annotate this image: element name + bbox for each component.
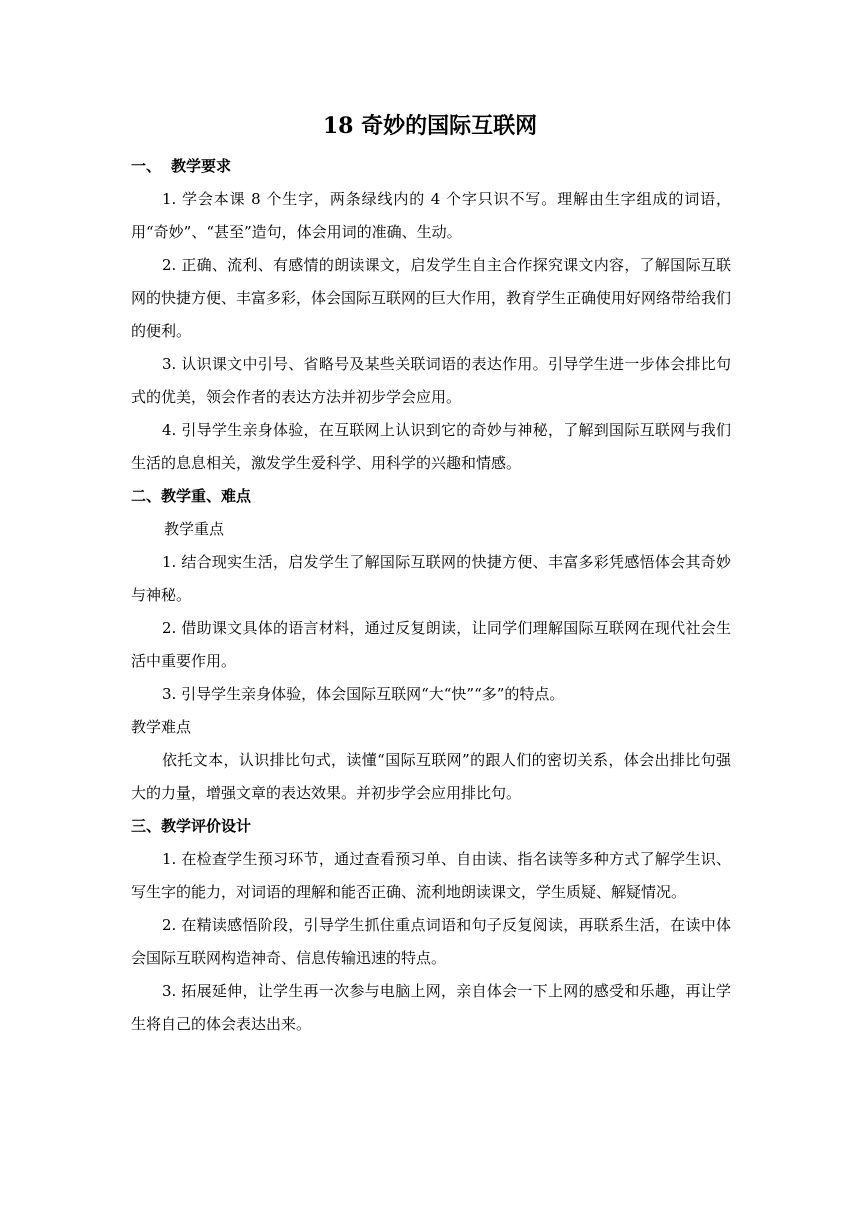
requirement-item-3: 3. 认识课文中引号、省略号及某些关联词语的表达作用。引导学生进一步体会排比句式的优美，领会作者的表达方法并初步学会应用。 — [131, 355, 731, 406]
section-title: 教学要求 — [171, 157, 232, 175]
difficulty-label: 教学难点 — [131, 718, 192, 736]
section-number: 一、 — [131, 157, 162, 175]
key-point-item-3: 3. 引导学生亲身体验，体会国际互联网“大“快”“多”的特点。 — [162, 685, 565, 703]
document-body — [131, 150, 731, 1041]
document-title: 18 奇妙的国际互联网 — [322, 113, 538, 139]
difficulty-text: 依托文本，认识排比句式，读懂“国际互联网”的跟人们的密切关系，体会出排比句强大的力量，增强文章的表达效果。并初步学会应用排比句。 — [131, 751, 731, 802]
key-point-item-2: 2. 借助课文具体的语言材料，通过反复朗读，让同学们理解国际互联网在现代社会生活中重要作用。 — [131, 619, 731, 670]
requirement-item-2: 2. 正确、流利、有感情的朗读课文，启发学生自主合作探究课文内容，了解国际互联网的快捷方便、丰富多彩，体会国际互联网的巨大作用，教育学生正确使用好网络带给我们的便利。 — [131, 256, 732, 340]
requirement-item-1: 1. 学会本课 8 个生字，两条绿线内的 4 个字只识不写。理解由生字组成的词语，用“奇妙”、“甚至”造句，体会用词的准确、生动。 — [131, 190, 731, 241]
section-heading-requirements — [131, 150, 731, 183]
key-point-item-1: 1. 结合现实生活，启发学生了解国际互联网的快捷方便、丰富多彩凭感悟体会其奇妙与神秘。 — [131, 553, 731, 604]
requirement-item-4: 4. 引导学生亲身体验，在互联网上认识到它的奇妙与神秘，了解到国际互联网与我们生活的息息相关，激发学生爱科学、用科学的兴趣和情感。 — [131, 421, 731, 472]
section-heading-key-points: 二、教学重、难点 — [131, 487, 252, 505]
evaluation-item-2: 2. 在精读感悟阶段，引导学生抓住重点词语和句子反复阅读，再联系生活，在读中体会国际互联网构造神奇、信息传输迅速的特点。 — [131, 916, 731, 967]
evaluation-item-3: 3. 拓展延伸，让学生再一次参与电脑上网，亲自体会一下上网的感受和乐趣，再让学生将自己的体会表达出来。 — [131, 982, 731, 1033]
key-points-label: 教学重点 — [164, 520, 225, 538]
section-heading-evaluation: 三、教学评价设计 — [131, 817, 252, 835]
evaluation-item-1: 1. 在检查学生预习环节，通过查看预习单、自由读、指名读等多种方式了解学生识、写生字的能力，对词语的理解和能否正确、流利地朗读课文，学生质疑、解疑情况。 — [131, 850, 731, 901]
